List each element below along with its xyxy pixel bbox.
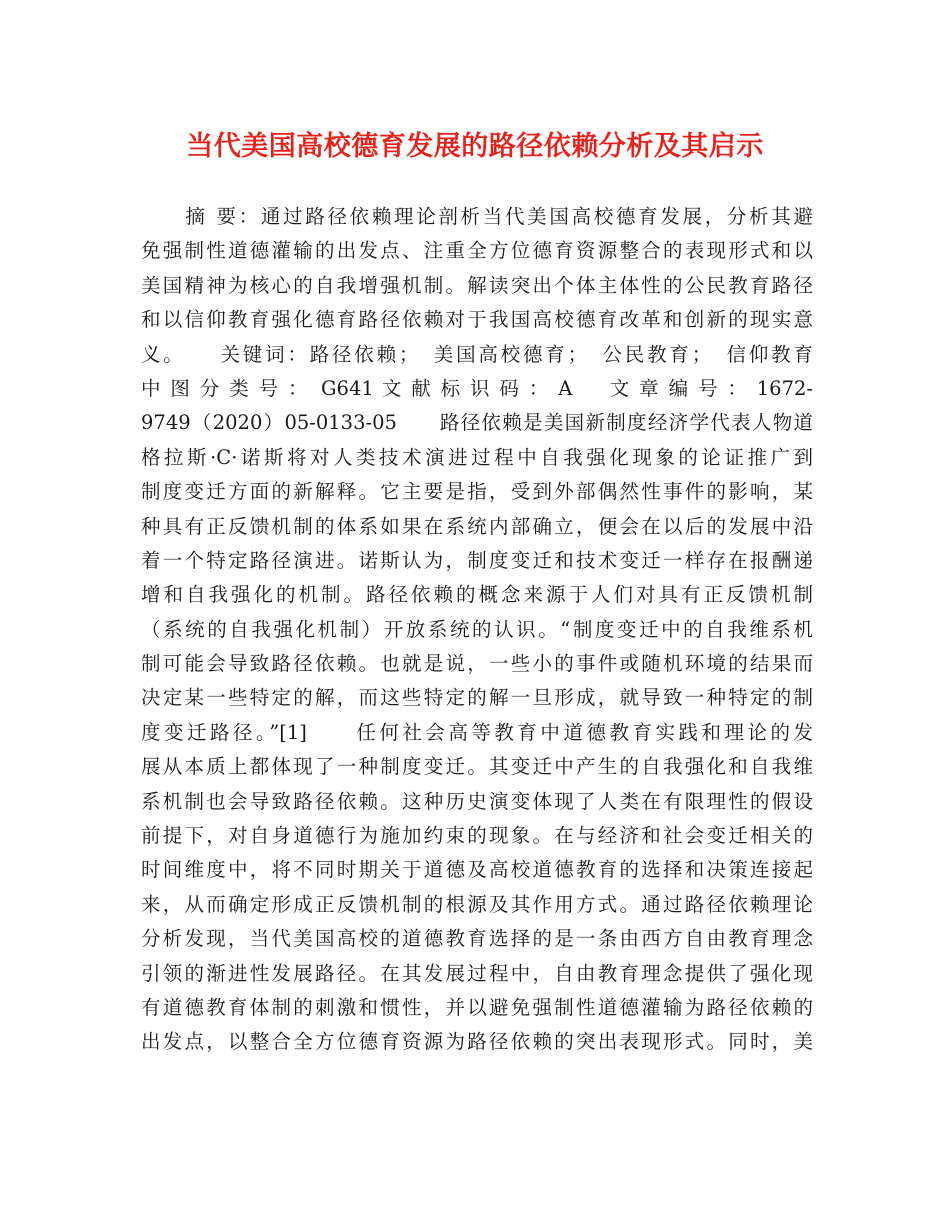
body-line: 出发点，以整合全方位德育资源为路径依赖的突出表现形式。同时，美 (141, 1030, 813, 1054)
body-line: 时间维度中，将不同时期关于道德及高校道德教育的选择和决策连接起 (141, 858, 813, 882)
body-line: 9749（2020）05-0133-05 路径依赖是美国新制度经济学代表人物道 (141, 411, 813, 435)
body-line: 分析发现，当代美国高校的道德教育选择的是一条由西方自由教育理念 (141, 927, 813, 951)
body-line: 展从本质上都体现了一种制度变迁。其变迁中产生的自我强化和自我维 (141, 755, 813, 779)
body-line: 有道德教育体制的刺激和惯性，并以避免强制性道德灌输为路径依赖的 (141, 995, 813, 1019)
article-body (141, 200, 813, 1060)
body-line: 度变迁路径。”[1] 任何社会高等教育中道德教育实践和理论的发 (141, 720, 813, 744)
body-line: 中 图 分 类 号 ： G641 文 献 标 识 码 ： A 文 章 编 号 ： 1672- (141, 376, 813, 400)
document-title: 当代美国高校德育发展的路径依赖分析及其启示 (186, 131, 764, 162)
body-line: 来，从而确定形成正反馈机制的根源及其作用方式。通过路径依赖理论 (141, 892, 813, 916)
body-line: 和以信仰教育强化德育路径依赖对于我国高校德育改革和创新的现实意 (141, 308, 813, 332)
body-line: 前提下，对自身道德行为施加约束的现象。在与经济和社会变迁相关的 (141, 824, 813, 848)
body-line: 格拉斯·C·诺斯将对人类技术演进过程中自我强化现象的论证推广到 (141, 445, 813, 469)
body-line: （系统的自我强化机制）开放系统的认识。“制度变迁中的自我维系机 (141, 617, 813, 641)
body-line: 增和自我强化的机制。路径依赖的概念来源于人们对具有正反馈机制 (141, 583, 813, 607)
body-line: 制可能会导致路径依赖。也就是说，一些小的事件或随机环境的结果而 (141, 652, 813, 676)
body-line: 决定某一些特定的解，而这些特定的解一旦形成，就导致一种特定的制 (141, 686, 813, 710)
body-line: 引领的渐进性发展路径。在其发展过程中，自由教育理念提供了强化现 (141, 961, 813, 985)
body-line: 系机制也会导致路径依赖。这种历史演变体现了人类在有限理性的假设 (141, 789, 813, 813)
body-line: 摘 要：通过路径依赖理论剖析当代美国高校德育发展，分析其避 (141, 205, 813, 228)
body-line: 种具有正反馈机制的体系如果在系统内部确立，便会在以后的发展中沿 (141, 514, 813, 538)
body-line: 义。 关键词：路径依赖； 美国高校德育； 公民教育； 信仰教育 (141, 342, 813, 366)
body-line: 制度变迁方面的新解释。它主要是指，受到外部偶然性事件的影响，某 (141, 480, 813, 504)
body-line: 着一个特定路径演进。诺斯认为，制度变迁和技术变迁一样存在报酬递 (141, 548, 813, 572)
body-line: 免强制性道德灌输的出发点、注重全方位德育资源整合的表现形式和以 (141, 239, 813, 263)
body-line: 美国精神为核心的自我增强机制。解读突出个体主体性的公民教育路径 (141, 273, 813, 297)
